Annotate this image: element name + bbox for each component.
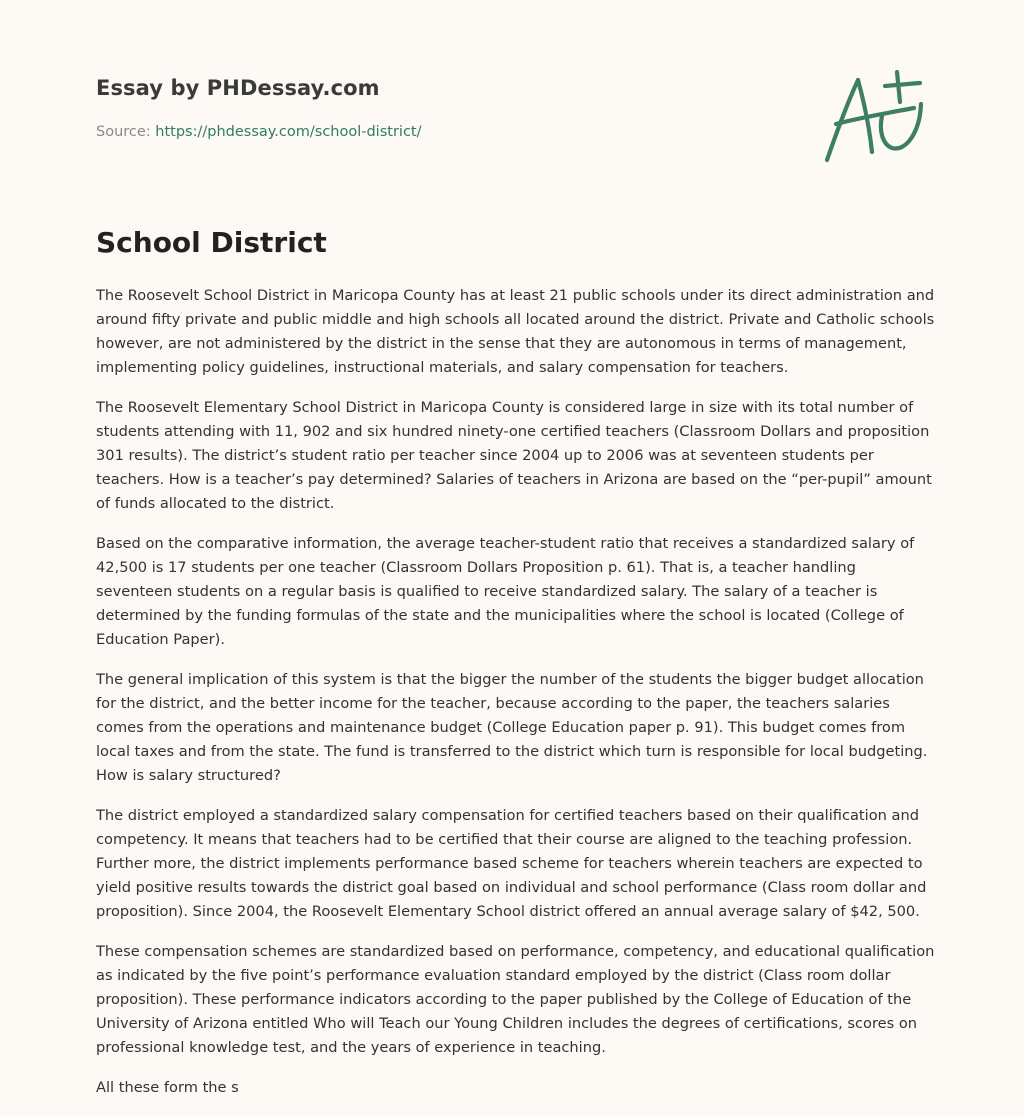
essay-paragraph: Based on the comparative information, the average teacher-student ratio that receives a standardized salary of 42,500 is 17 students per one teacher (Classroom Dollars Proposition p. 61). That is, a teacher handling seventeen students on a regular basis is qualified to receive standardized salary. The salary of a teacher is determined by the funding formulas of the state and the municipalities where the school is located (College of Education Paper). [96, 535, 915, 648]
essay-paragraph: The general implication of this system is that the bigger the number of the students the bigger budget allocation for the district, and the better income for the teacher, because according to the paper, the teachers salaries comes from the operations and maintenance budget (College Education paper p. 91). This budget comes from local taxes and from the state. The fund is transferred to the district which turn is responsible for local budgeting. How is salary structured? [96, 671, 928, 784]
essay-paragraph: The district employed a standardized salary compensation for certified teachers based on their qualification and competency. It means that teachers had to be certified that their course are aligned to the teaching profession. Further more, the district implements performance based scheme for teachers wherein teachers are expected to yield positive results towards the district goal based on individual and school performance (Class room dollar and proposition). Since 2004, the Roosevelt Elementary School district offered an annual average salary of $42, 500. [96, 807, 927, 920]
site-title: Essay by PHDessay.com [96, 76, 380, 100]
a-plus-grade-icon [822, 68, 926, 164]
essay-title: School District [96, 226, 327, 259]
essay-paragraph: These compensation schemes are standardized based on performance, competency, and educational qualification as indicated by the five point’s performance evaluation standard employed by the district (Class room dollar proposition). These performance indicators according to the paper published by the College of Education of the University of Arizona entitled Who will Teach our Young Children includes the degrees of certifications, scores on professional knowledge test, and the years of experience in teaching. [96, 943, 935, 1056]
source-link[interactable]: https://phdessay.com/school-district/ [155, 124, 422, 140]
source-label: Source: [96, 124, 151, 140]
essay-paragraph-truncated: All these form the s [96, 1079, 239, 1096]
source-line [96, 124, 422, 140]
essay-paragraph: The Roosevelt Elementary School District in Maricopa County is considered large in size with its total number of students attending with 11, 902 and six hundred ninety-one certified teachers (Classroom Dollars and proposition 301 results). The district’s student ratio per teacher since 2004 up to 2006 was at seventeen students per teachers. How is a teacher’s pay determined? Salaries of teachers in Arizona are based on the “per-pupil” amount of funds allocated to the district. [96, 399, 932, 512]
essay-body [96, 284, 936, 1116]
essay-paragraph: The Roosevelt School District in Maricopa County has at least 21 public schools under its direct administration and around fifty private and public middle and high schools all located around the district. Private and Catholic schools however, are not administered by the district in the sense that they are autonomous in terms of management, implementing policy guidelines, instructional materials, and salary compensation for teachers. [96, 287, 935, 376]
